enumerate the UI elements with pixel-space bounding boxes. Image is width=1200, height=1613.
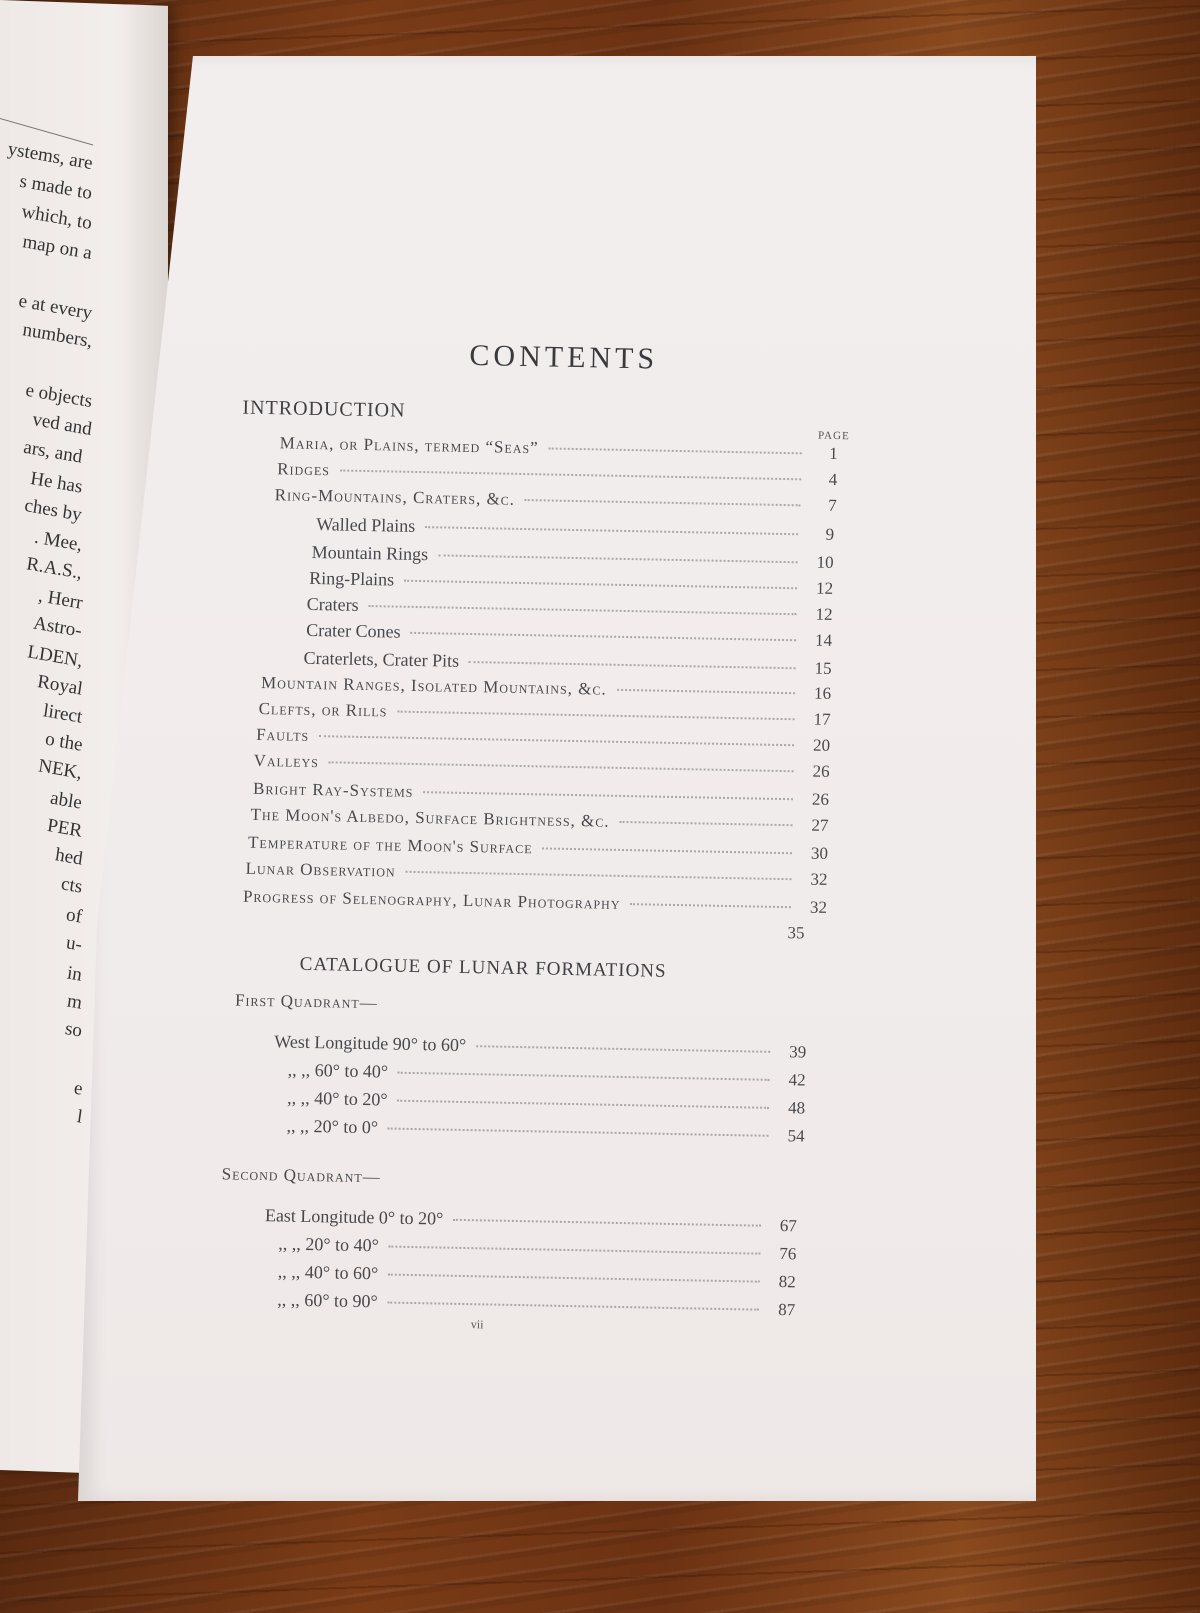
dot-leader	[398, 1099, 770, 1109]
left-page-line: Royal	[35, 671, 84, 700]
left-page-line: of	[64, 904, 84, 928]
left-page-line: lirect	[41, 700, 84, 728]
toc-entry-label: ,, ,, 60° to 90°	[277, 1289, 378, 1312]
toc-entry-label: Temperature of the Moon's Surface	[247, 832, 533, 858]
left-page-line: e objects	[24, 379, 94, 413]
page-column-header: PAGE	[817, 429, 850, 443]
toc-page-number: 7	[827, 495, 837, 516]
left-page-line: map on a	[21, 231, 94, 265]
left-page-line: ches by	[23, 495, 84, 526]
page-folio: vii	[470, 1317, 484, 1332]
left-page-line: which, to	[20, 201, 94, 235]
toc-entry-label: Walled Plains	[316, 514, 416, 536]
left-page-line: l	[75, 1106, 84, 1128]
toc-page-number: 87	[778, 1300, 796, 1320]
toc-entry-label: The Moon's Albedo, Surface Brightness, &c.	[250, 804, 610, 831]
toc-page-number: 20	[812, 735, 831, 755]
toc-entry-label: Crater Cones	[305, 619, 401, 642]
left-page-line: , Herr	[36, 585, 84, 614]
first-quadrant-heading: First Quadrant—	[234, 990, 378, 1013]
dot-leader	[620, 820, 793, 826]
dot-leader	[369, 604, 797, 615]
toc-page-number: 1	[828, 443, 838, 464]
toc-entry-label: ,, ,, 60° to 40°	[287, 1059, 389, 1082]
dot-leader	[398, 1071, 770, 1081]
left-page-line: NEK,	[37, 755, 84, 784]
toc-entry[interactable]	[278, 1233, 796, 1264]
toc-entry-label: Ring-Mountains, Craters, &c.	[274, 485, 516, 509]
toc-entry[interactable]	[278, 1261, 796, 1292]
dot-leader	[542, 846, 792, 854]
toc-page-number: 82	[778, 1272, 796, 1292]
left-page-line: Astro-	[32, 612, 84, 642]
toc-entry-label: ,, ,, 40° to 60°	[277, 1261, 379, 1284]
toc-entry[interactable]	[258, 699, 830, 730]
introduction-heading: INTRODUCTION	[242, 396, 406, 422]
toc-entry[interactable]	[277, 1289, 795, 1320]
left-page-line: R.A.S.,	[25, 553, 84, 584]
toc-entry-label: Faults	[255, 724, 310, 745]
toc-page-number: 42	[788, 1070, 806, 1090]
left-page-line: s made to	[18, 170, 94, 205]
dot-leader	[630, 902, 791, 908]
toc-page-number: 48	[787, 1098, 806, 1118]
toc-page-number: 26	[812, 761, 830, 781]
toc-entry[interactable]	[280, 433, 838, 464]
dot-leader	[388, 1127, 769, 1137]
toc-page-number: 9	[825, 524, 835, 544]
left-page-line: so	[63, 1018, 84, 1042]
dot-leader	[453, 1218, 761, 1227]
toc-entry-label: East Longitude 0° to 20°	[264, 1205, 444, 1229]
left-page-line: PER	[46, 814, 84, 842]
dot-leader	[389, 1245, 761, 1255]
dot-leader	[388, 1301, 760, 1311]
toc-page-number: 12	[815, 604, 833, 624]
catalogue-heading: CATALOGUE OF LUNAR FORMATIONS	[299, 953, 667, 982]
toc-page-number: 26	[811, 789, 830, 809]
dot-leader	[423, 790, 793, 800]
left-page-line: cts	[59, 873, 84, 898]
toc-entry-label: Mountain Ranges, Isolated Mountains, &c.	[260, 673, 607, 699]
toc-page-number: 17	[813, 709, 831, 729]
toc-entry-label: Lunar Observation	[245, 858, 396, 881]
toc-entry[interactable]	[253, 779, 829, 810]
dot-leader	[549, 446, 802, 454]
dot-leader	[404, 579, 797, 590]
left-page-line: able	[49, 787, 84, 814]
toc-entry-label: Ridges	[277, 459, 331, 480]
left-page-line: numbers,	[21, 319, 94, 353]
toc-entry[interactable]	[306, 620, 832, 651]
toc-entry-label: Bright Ray-Systems	[252, 778, 414, 801]
toc-entry-label: West Longitude 90° to 60°	[274, 1031, 467, 1056]
toc-entry-label: Valleys	[253, 750, 320, 772]
toc-entry-label: ,, ,, 20° to 40°	[278, 1233, 379, 1256]
toc-entry-label: Mountain Rings	[311, 541, 429, 565]
left-page-line: in	[65, 962, 84, 986]
left-page-line: LDEN,	[25, 641, 84, 672]
toc-entry[interactable]	[311, 542, 833, 573]
toc-entry[interactable]	[287, 1088, 805, 1119]
toc-page-number: 10	[816, 552, 834, 572]
left-page-line: e at every	[17, 290, 94, 325]
dot-leader	[425, 525, 798, 535]
trailing-page-number: 35	[787, 923, 805, 943]
toc-page-number: 54	[787, 1126, 805, 1146]
left-page-line: u-	[64, 932, 84, 956]
toc-entry-label: ,, ,, 20° to 0°	[286, 1115, 379, 1138]
toc-page-number: 27	[811, 815, 829, 835]
toc-entry[interactable]	[286, 1116, 804, 1147]
toc-page-number: 16	[813, 683, 832, 703]
left-page-line: hed	[53, 844, 84, 870]
left-page-line: e	[72, 1077, 84, 1100]
dot-leader	[397, 710, 794, 721]
toc-entry[interactable]	[277, 459, 837, 490]
toc-page-number: 32	[809, 897, 828, 917]
left-page-line: ars, and	[22, 436, 84, 468]
dot-leader	[411, 631, 797, 641]
toc-entry[interactable]	[275, 485, 837, 516]
toc-page-number: 76	[779, 1244, 797, 1264]
toc-entry[interactable]	[309, 568, 833, 599]
dot-leader	[406, 870, 792, 880]
dot-leader	[319, 734, 794, 746]
toc-entry[interactable]	[265, 1205, 797, 1236]
toc-page-number: 4	[828, 469, 838, 490]
left-page-line: o the	[43, 728, 84, 756]
toc-page-number: 32	[810, 869, 828, 889]
toc-entry-label: Craters	[306, 593, 359, 615]
toc-page-number: 30	[810, 843, 829, 863]
page-title: CONTENTS	[469, 338, 659, 376]
toc-entry[interactable]	[256, 725, 830, 756]
second-quadrant-heading: Second Quadrant—	[221, 1164, 381, 1187]
left-page-line: ved and	[31, 409, 94, 441]
left-page-line: ystems, are	[5, 138, 94, 175]
toc-entry[interactable]	[306, 594, 832, 625]
toc-page-number: 67	[779, 1216, 798, 1236]
toc-entry[interactable]	[274, 1031, 806, 1062]
dot-leader	[476, 1044, 770, 1053]
toc-entry-label: Ring-Plains	[308, 567, 395, 590]
toc-entry[interactable]	[288, 1060, 806, 1091]
toc-entry[interactable]	[250, 805, 828, 836]
left-page-line: . Mee,	[33, 526, 84, 556]
toc-entry-label: ,, ,, 40° to 20°	[287, 1087, 388, 1110]
dot-leader	[438, 553, 797, 563]
toc-page-number: 15	[814, 658, 832, 678]
dot-leader	[340, 468, 801, 480]
toc-entry[interactable]	[303, 648, 831, 679]
toc-entry[interactable]	[243, 887, 827, 918]
dot-leader	[469, 660, 796, 669]
dot-leader	[329, 760, 794, 772]
dot-leader	[617, 688, 795, 694]
dot-leader	[388, 1273, 760, 1283]
toc-entry[interactable]	[261, 673, 831, 704]
toc-page-number: 14	[814, 630, 833, 650]
toc-page-number: 39	[788, 1042, 807, 1062]
toc-entry-label: Progress of Selenography, Lunar Photography	[242, 886, 621, 913]
dot-leader	[525, 498, 801, 506]
toc-entry[interactable]	[253, 751, 829, 782]
toc-entry-label: Clefts, or Rills	[258, 698, 388, 721]
toc-page-number: 12	[815, 578, 834, 598]
toc-entry-label: Craterlets, Crater Pits	[303, 647, 460, 671]
toc-entry-label: Maria, or Plains, termed “Seas”	[279, 433, 539, 458]
toc-entry[interactable]	[248, 833, 828, 864]
left-page-line: He has	[28, 467, 84, 498]
left-page-line: m	[65, 990, 84, 1014]
toc-entry[interactable]	[316, 514, 834, 545]
toc-entry[interactable]	[245, 859, 827, 890]
